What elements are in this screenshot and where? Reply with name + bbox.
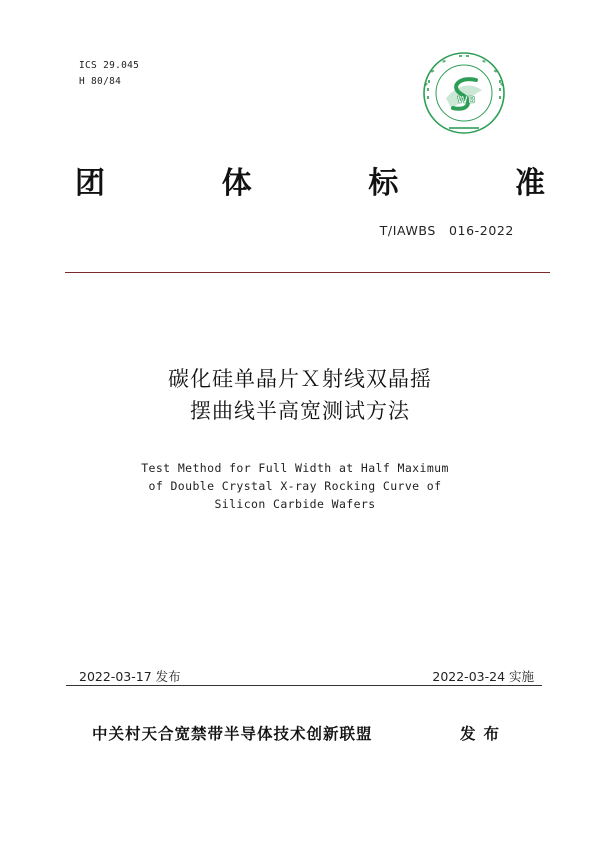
standard-number: T/IAWBS 016-2022	[379, 223, 514, 238]
doc-type-char: 标	[368, 166, 399, 201]
doc-type-char: 团	[75, 166, 105, 201]
iawbs-seal-logo-icon	[421, 50, 507, 136]
english-title-line: Test Method for Full Width at Half Maximum	[141, 461, 449, 475]
ccs-code: H 80/84	[79, 76, 122, 87]
chinese-title-line: 碳化硅单晶片Ｘ射线双晶摇	[168, 367, 432, 391]
svg-text:WB: WB	[457, 95, 476, 106]
english-title-line: of Double Crystal X-ray Rocking Curve of	[148, 479, 442, 493]
chinese-title-line: 摆曲线半高宽测试方法	[190, 399, 410, 423]
bottom-divider	[66, 685, 542, 686]
doc-type-char: 准	[514, 166, 545, 201]
top-divider	[65, 272, 550, 273]
implementation-date: 2022-03-24 实施	[432, 669, 534, 684]
english-title	[0, 459, 590, 513]
english-title-line: Silicon Carbide Wafers	[214, 497, 376, 511]
ics-code: ICS 29.045	[79, 60, 140, 71]
publisher-name: 中关村天合宽禁带半导体技术创新联盟	[92, 724, 373, 743]
chinese-title	[0, 363, 600, 427]
publish-label: 发布	[460, 724, 508, 743]
document-type-heading	[75, 158, 545, 202]
issue-date: 2022-03-17 发布	[79, 669, 181, 684]
doc-type-char: 体	[221, 166, 252, 201]
